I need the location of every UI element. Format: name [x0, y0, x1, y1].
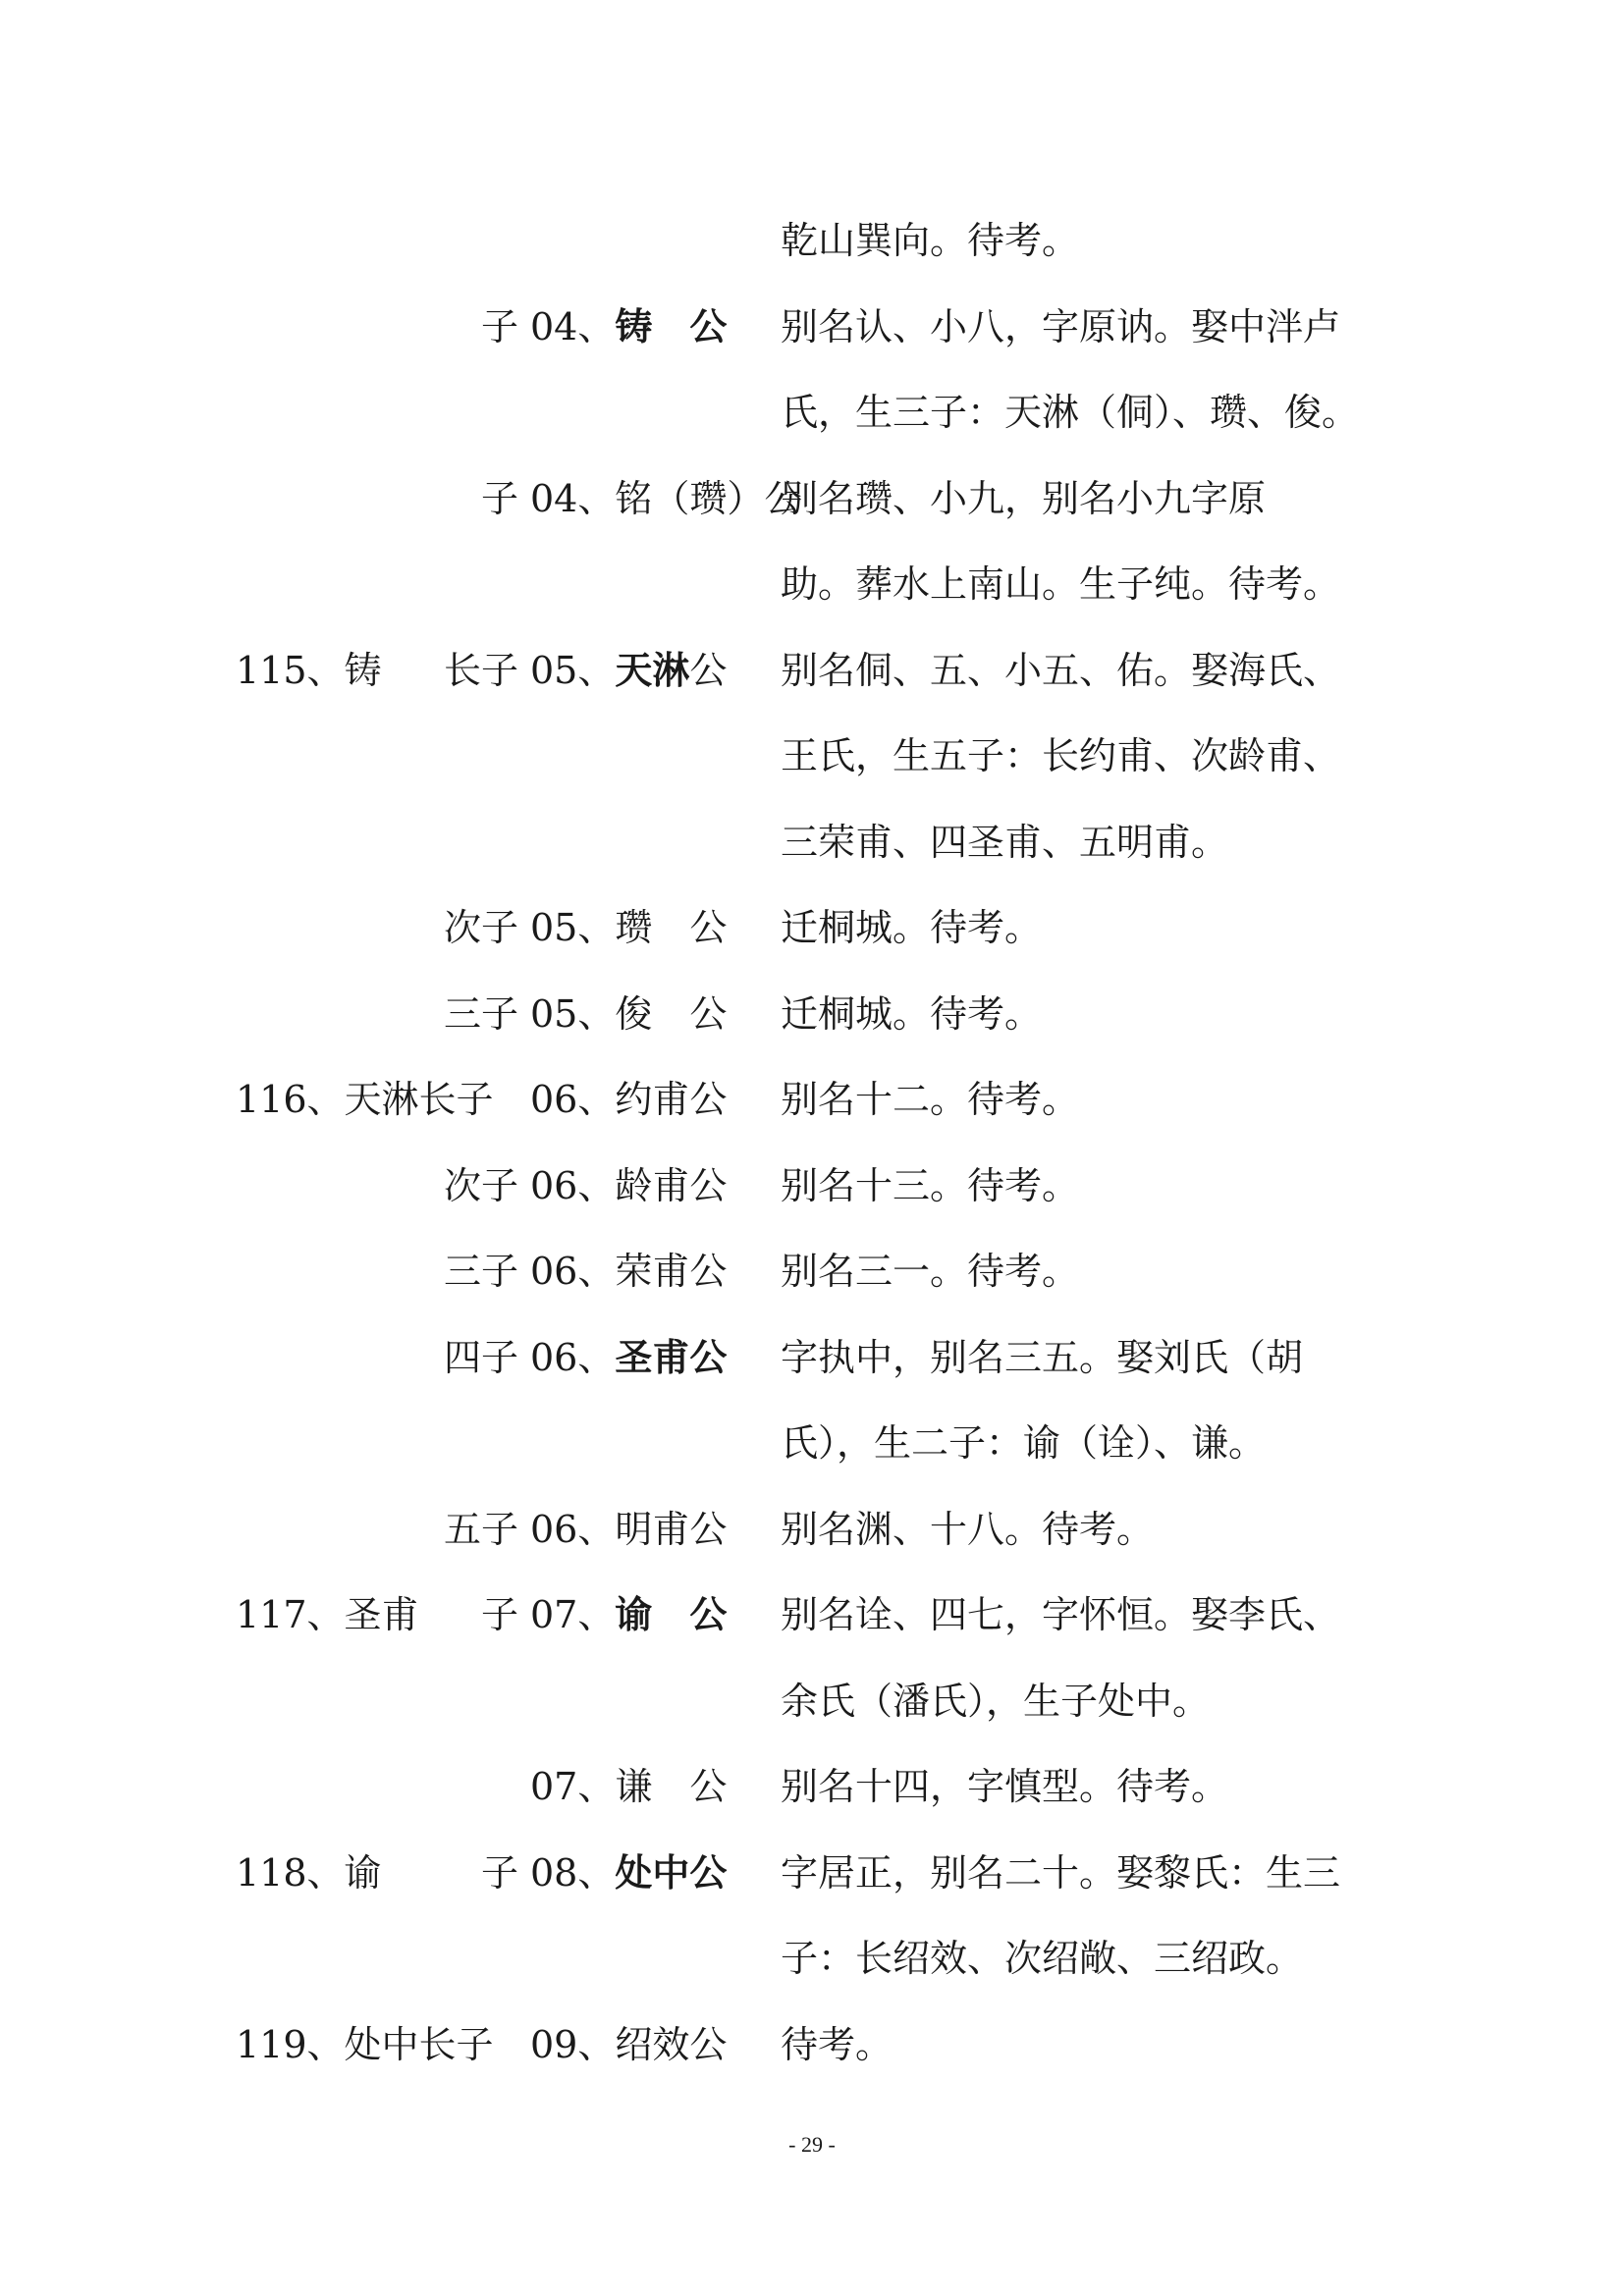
- person-name: [530, 288, 756, 366]
- description-text: 氏），生二子：谕（诠）、谦。: [781, 1421, 1267, 1465]
- relation-label: 子: [480, 477, 518, 520]
- person-name-part: 05、瓒 公: [530, 906, 728, 949]
- relation-label: 次子: [443, 1164, 518, 1207]
- person-name-part: 08、: [530, 1851, 616, 1895]
- person-name-part: 05、: [530, 649, 616, 692]
- person-name-part: 09、绍效公: [530, 2023, 728, 2066]
- relation-label: 子: [480, 305, 518, 348]
- page-number: - 29 -: [788, 2132, 836, 2157]
- description-text: 子：长绍效、次绍敞、三绍政。: [781, 1937, 1304, 1980]
- person-name-part: 06、龄甫公: [530, 1164, 728, 1207]
- description-text: 待考。: [781, 2023, 893, 2066]
- person-name: [530, 1747, 756, 1826]
- description-text: 别名渊、十八。待考。: [781, 1508, 1155, 1551]
- person-name-part: 04、: [530, 305, 616, 348]
- relation-label: 四子: [443, 1336, 518, 1379]
- description-text: 字居正，别名二十。娶黎氏：生三: [781, 1851, 1341, 1895]
- person-name: [530, 1147, 756, 1225]
- relation-label: 子: [480, 1593, 518, 1636]
- person-name: [530, 975, 756, 1053]
- description-text: 三荣甫、四圣甫、五明甫。: [781, 821, 1229, 864]
- relation-label: 五子: [443, 1508, 518, 1551]
- description-text: 助。葬水上南山。生子纯。待考。: [781, 562, 1341, 606]
- description-text: 迁桐城。待考。: [781, 992, 1043, 1036]
- person-name-part: 06、荣甫公: [530, 1250, 728, 1293]
- person-name-part: 06、: [530, 1336, 616, 1379]
- description-text: 王氏，生五子：长约甫、次龄甫、: [781, 734, 1341, 777]
- generation-label: 119、处中长子: [236, 2023, 494, 2066]
- person-name: [530, 2005, 756, 2084]
- person-name: [530, 1575, 756, 1654]
- person-name-part: 04、铭（瓒）公: [530, 477, 802, 520]
- person-name: [530, 1060, 756, 1139]
- relation-label: 子: [480, 1851, 518, 1895]
- person-name: [530, 631, 756, 710]
- description-text: 字执中，别名三五。娶刘氏（胡: [781, 1336, 1304, 1379]
- description-text: 迁桐城。待考。: [781, 906, 1043, 949]
- generation-label: 117、圣甫: [236, 1593, 419, 1636]
- description-text: 别名认、小八，字原讷。娶中泮卢: [781, 305, 1341, 348]
- description-text: 别名瓒、小九，别名小九字原: [781, 477, 1267, 520]
- person-name-part: 07、谦 公: [530, 1765, 728, 1808]
- person-name-part: 公: [689, 649, 728, 692]
- person-name: [530, 1834, 756, 1912]
- generation-label: 118、谕: [236, 1851, 382, 1895]
- person-name-bold: 铸 公: [615, 304, 728, 348]
- person-name-part: 06、明甫公: [530, 1508, 728, 1551]
- generation-label: 116、天淋长子: [236, 1078, 494, 1121]
- generation-label: 115、铸: [236, 649, 382, 692]
- person-name-bold: 处中公: [615, 1850, 728, 1895]
- person-name: [530, 888, 756, 967]
- description-text: 别名十三。待考。: [781, 1164, 1080, 1207]
- relation-label: 三子: [443, 992, 518, 1036]
- person-name-bold: 谕 公: [615, 1592, 728, 1636]
- relation-label: 三子: [443, 1250, 518, 1293]
- person-name: [530, 1490, 756, 1569]
- relation-label: 长子: [443, 649, 518, 692]
- description-text: 别名侗、五、小五、佑。娶海氏、: [781, 649, 1341, 692]
- person-name-part: 05、俊 公: [530, 992, 728, 1036]
- description-text: 别名十二。待考。: [781, 1078, 1080, 1121]
- person-name-part: 06、约甫公: [530, 1078, 728, 1121]
- person-name-bold: 圣甫公: [615, 1335, 728, 1379]
- person-name-bold: 天淋: [615, 648, 690, 692]
- relation-label: 次子: [443, 906, 518, 949]
- person-name: [530, 459, 802, 538]
- person-name: [530, 1318, 756, 1397]
- description-text: 别名诠、四七，字怀恒。娶李氏、: [781, 1593, 1341, 1636]
- description-text: 别名三一。待考。: [781, 1250, 1080, 1293]
- description-text: 乾山巽向。待考。: [781, 219, 1080, 262]
- description-text: 别名十四，字慎型。待考。: [781, 1765, 1229, 1808]
- person-name-part: 07、: [530, 1593, 616, 1636]
- person-name: [530, 1232, 756, 1310]
- description-text: 氏，生三子：天淋（侗）、瓒、俊。: [781, 391, 1360, 434]
- description-text: 余氏（潘氏），生子处中。: [781, 1680, 1211, 1723]
